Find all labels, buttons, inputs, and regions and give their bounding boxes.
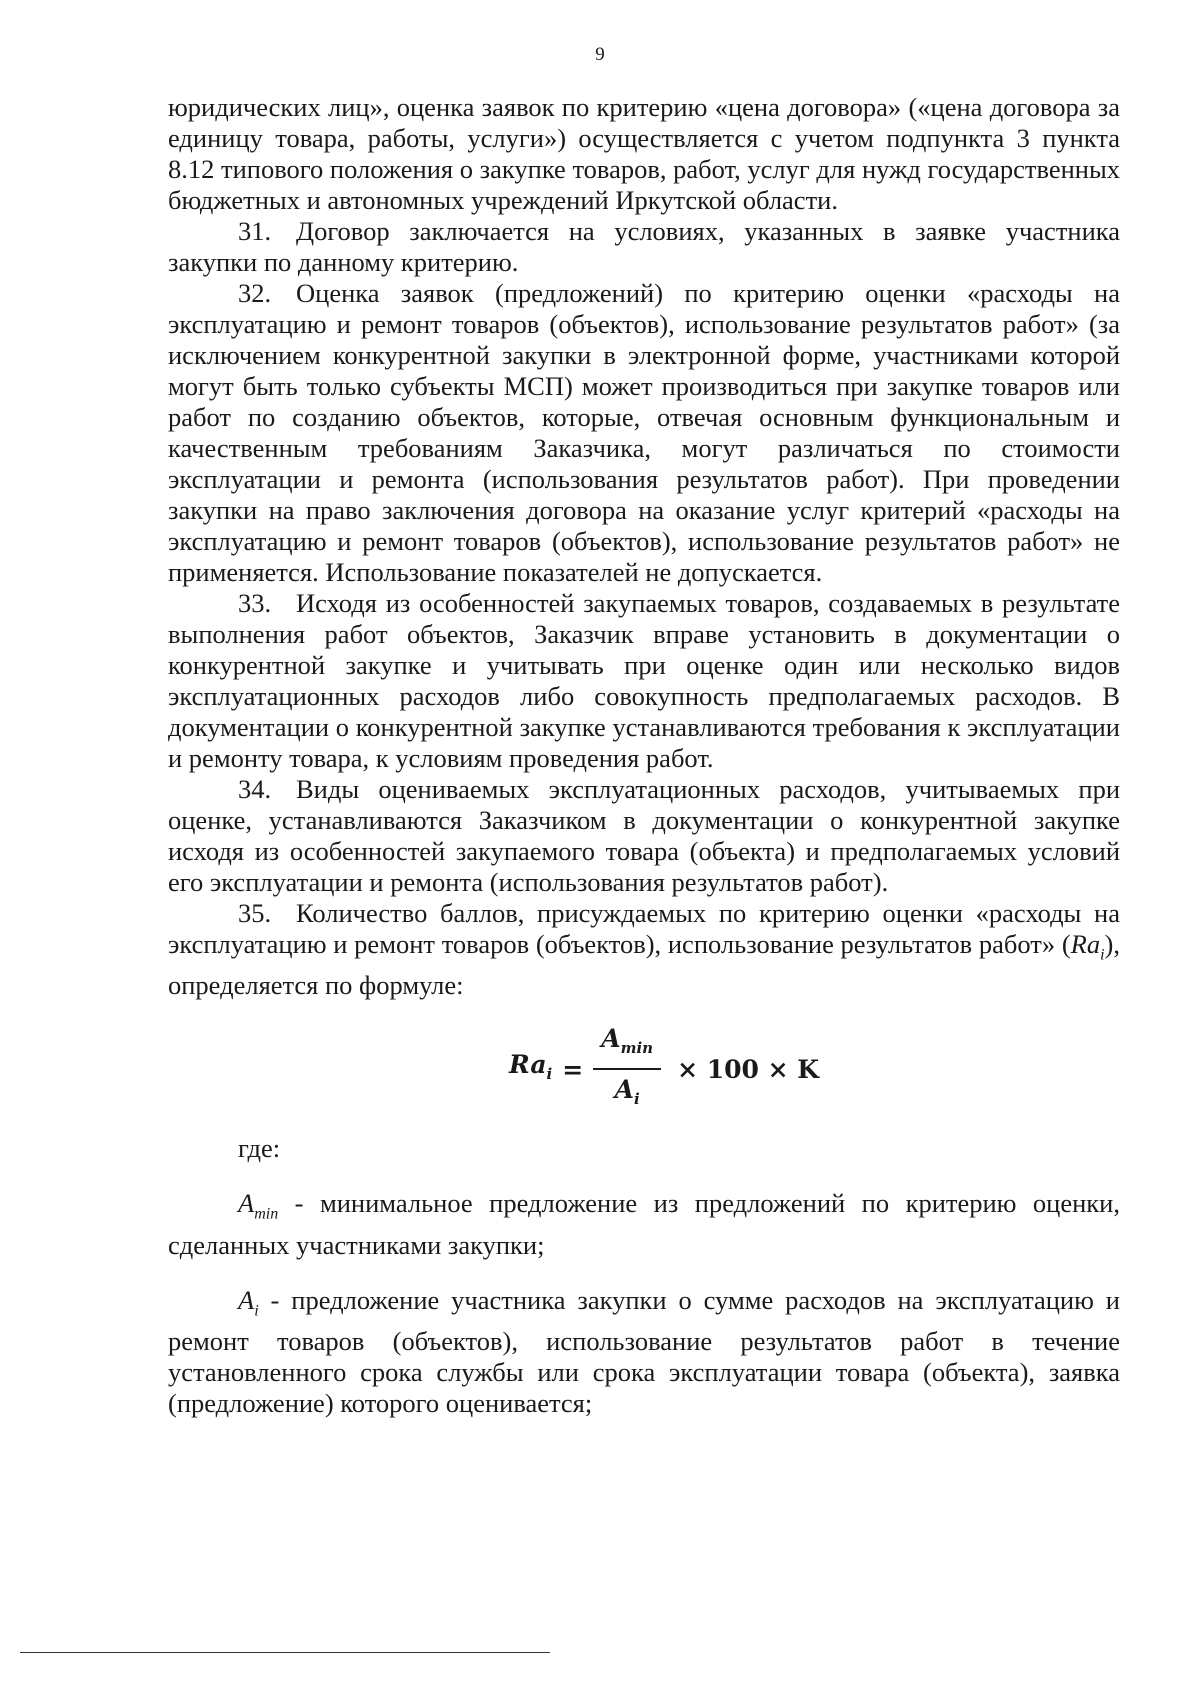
paragraph-continuation: юридических лиц», оценка заявок по критерию «цена договора» («цена договора за единицу товара, работы, услуги») осуществляется с учетом подпункта 3 пункта 8.12 типового положения о закупке товаров, работ, услуг для нужд государственных бюджетных и автономных учреждений Иркутской области.: [168, 92, 1120, 215]
paragraph-31-number: 31.: [238, 216, 272, 246]
definition-amin-text: - минимальное предложение из предложений по критерию оценки, сделанных участниками закупки;: [168, 1188, 1120, 1260]
formula-numerator-base: A: [601, 1024, 621, 1054]
formula-denominator-sub: i: [634, 1090, 640, 1109]
footnote-separator: [20, 1652, 550, 1653]
formula: [168, 1023, 1120, 1115]
definition-amin-symbol-base: A: [238, 1188, 255, 1219]
definition-ai-text: - предложение участника закупки о сумме расходов на эксплуатацию и ремонт товаров (объектов), использование результатов работ в течение установленного срока службы или срока эксплуатации товара (объекта), заявка (предложение) которого оценивается;: [168, 1284, 1120, 1418]
where-label: где:: [238, 1133, 281, 1164]
paragraph-35-variable-base: Ra: [1070, 929, 1101, 959]
paragraph-35-text-a: Количество баллов, присуждаемых по критерию оценки «расходы на эксплуатацию и ремонт товаров (объектов), использование результатов работ» (: [168, 898, 1120, 959]
document-body: [168, 92, 1120, 1443]
paragraph-33-number: 33.: [238, 588, 272, 618]
paragraph-35-variable-sub: i: [1100, 946, 1105, 964]
paragraph-32: [168, 278, 1120, 588]
formula-fraction: [593, 1023, 661, 1115]
paragraph-31: [168, 216, 1120, 278]
formula-multiplier: × 100 × K: [677, 1054, 820, 1084]
definition-ai-symbol: [238, 1284, 259, 1319]
paragraph-31-text: Договор заключается на условиях, указанных в заявке участника закупки по данному критерию.: [168, 216, 1120, 277]
paragraph-34-text: Виды оцениваемых эксплуатационных расходов, учитываемых при оценке, устанавливаются Заказчиком в документации о конкурентной закупке исходя из особенностей закупаемого товара (объекта) и предполагаемых условий его эксплуатации и ремонта (использования результатов работ).: [168, 774, 1120, 897]
formula-numerator-sub: min: [620, 1039, 654, 1058]
definition-ai-symbol-sub: i: [254, 1301, 259, 1319]
formula-lhs-base: Ra: [508, 1049, 547, 1079]
page-number: 9: [595, 44, 605, 65]
paragraph-35: [168, 898, 1120, 1001]
formula-lhs: [509, 1049, 552, 1090]
formula-lhs-sub: i: [546, 1064, 553, 1083]
definition-amin: [168, 1188, 1120, 1260]
paragraph-33-text: Исходя из особенностей закупаемых товаров, создаваемых в результате выполнения работ объектов, Заказчик вправе установить в документации о конкурентной закупке и учитывать при оценке один или несколько видов эксплуатационных расходов либо совокупность предполагаемых расходов. В документации о конкурентной закупке устанавливаются требования к эксплуатации и ремонту товара, к условиям проведения работ.: [168, 588, 1120, 773]
formula-numerator: [593, 1023, 661, 1070]
formula-denominator-base: A: [614, 1075, 634, 1105]
definition-ai-symbol-base: A: [238, 1284, 255, 1315]
formula-denominator: [615, 1070, 640, 1115]
definition-amin-symbol-sub: min: [254, 1205, 279, 1223]
paragraph-35-variable: [1070, 929, 1105, 964]
paragraph-32-number: 32.: [238, 278, 272, 308]
paragraph-32-text: Оценка заявок (предложений) по критерию оценки «расходы на эксплуатацию и ремонт товаров (объектов), использование результатов работ» (за исключением конкурентной закупки в электронной форме, участниками которой могут быть только субъекты МСП) может производиться при закупке товаров или работ по созданию объектов, которые, отвечая основным функциональным и качественным требованиям Заказчика, могут различаться по стоимости эксплуатации и ремонта (использования результатов работ). При проведении закупки на право заключения договора на оказание услуг критерий «расходы на эксплуатацию и ремонт товаров (объектов), использование результатов работ» не применяется. Использование показателей не допускается.: [168, 278, 1120, 587]
paragraph-34-number: 34.: [238, 774, 272, 804]
definition-amin-symbol: [238, 1188, 279, 1223]
paragraph-35-number: 35.: [238, 898, 272, 928]
paragraph-35-text-b: ), определяется по формуле:: [168, 929, 1120, 1001]
paragraph-34: [168, 774, 1120, 898]
formula-equals: =: [562, 1054, 584, 1084]
paragraph-33: [168, 588, 1120, 774]
definition-ai: [168, 1285, 1120, 1419]
